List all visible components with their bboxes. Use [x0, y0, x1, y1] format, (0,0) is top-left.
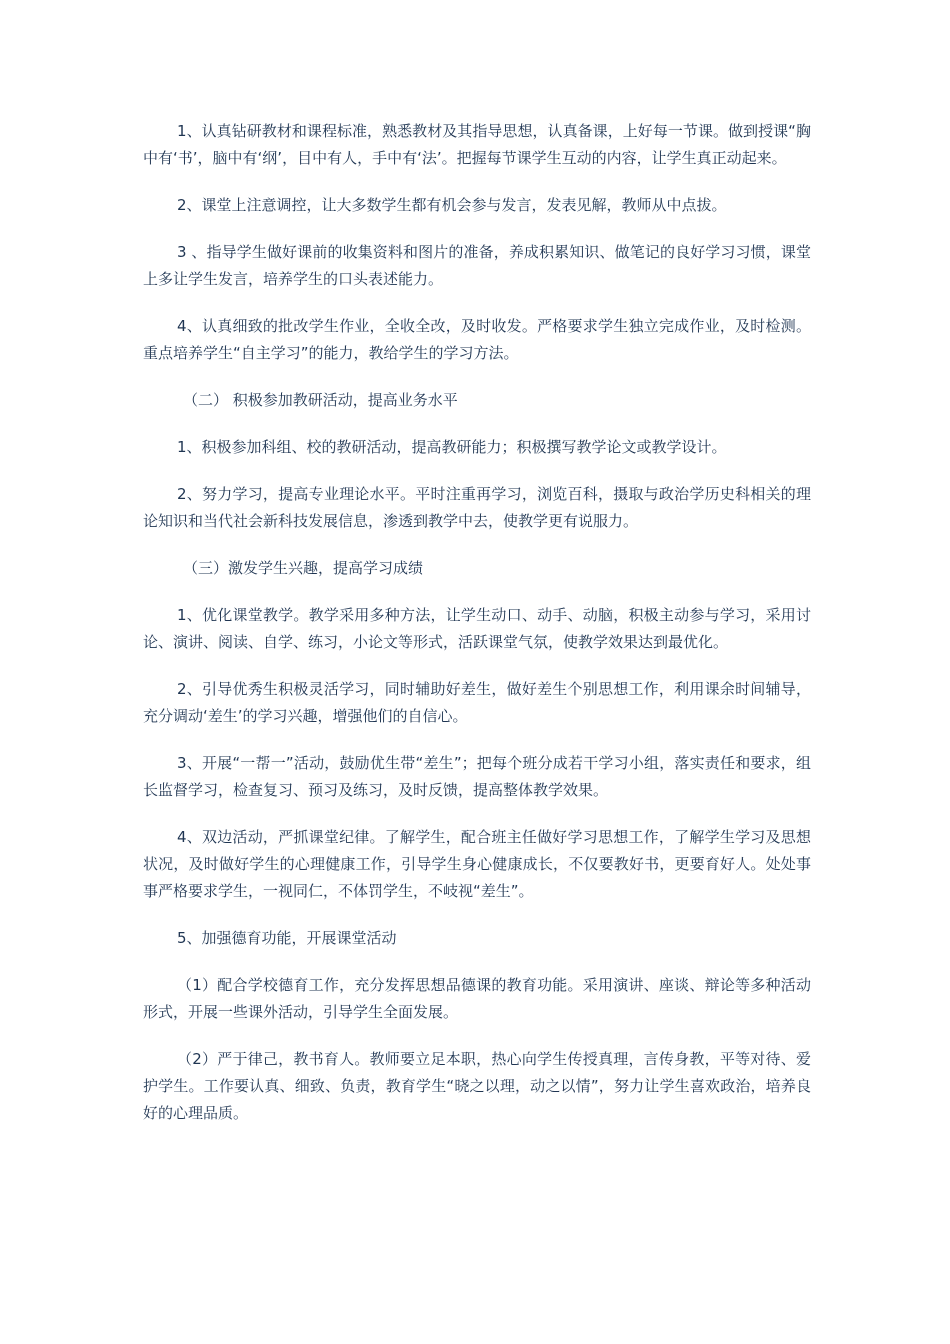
paragraph-5: 1、积极参加科组、校的教研活动，提高教研能力；积极撰写教学论文或教学设计。	[177, 438, 727, 456]
paragraph-12: （1）配合学校德育工作，充分发挥思想品德课的教育功能。采用演讲、座谈、辩论等多种活动形式，开展一些课外活动，引导学生全面发展。	[143, 976, 811, 1021]
paragraph-6: 2、努力学习，提高专业理论水平。平时注重再学习，浏览百科，摄取与政治学历史科相关的理论知识和当代社会新科技发展信息，渗透到教学中去，使教学更有说服力。	[143, 485, 811, 530]
paragraph-13: （2）严于律己，教书育人。教师要立足本职，热心向学生传授真理，言传身教，平等对待、爱护学生。工作要认真、细致、负责，教育学生“晓之以理，动之以情”，努力让学生喜欢政治，培养良好的心理品质。	[143, 1050, 811, 1122]
paragraph-4: 4、认真细致的批改学生作业，全收全改，及时收发。严格要求学生独立完成作业，及时检测。重点培养学生“自主学习”的能力，教给学生的学习方法。	[143, 317, 811, 362]
paragraph-11: 5、加强德育功能，开展课堂活动	[177, 929, 397, 947]
paragraph-2: 2、课堂上注意调控，让大多数学生都有机会参与发言，发表见解，教师从中点拔。	[177, 196, 727, 214]
document-body	[143, 118, 811, 1147]
section-heading-2: （二） 积极参加教研活动，提高业务水平	[183, 391, 458, 409]
paragraph-9: 3、开展“一帮一”活动，鼓励优生带“差生”；把每个班分成若干学习小组，落实责任和要求，组长监督学习，检查复习、预习及练习，及时反馈，提高整体教学效果。	[143, 754, 811, 799]
paragraph-10: 4、双边活动，严抓课堂纪律。了解学生，配合班主任做好学习思想工作，了解学生学习及思想状况，及时做好学生的心理健康工作，引导学生身心健康成长，不仅要教好书，更要育好人。处处事事严格要求学生，一视同仁，不体罚学生，不岐视“差生”。	[143, 828, 811, 900]
paragraph-7: 1、优化课堂教学。教学采用多种方法，让学生动口、动手、动脑，积极主动参与学习，采用讨论、演讲、阅读、自学、练习，小论文等形式，活跃课堂气氛，使教学效果达到最优化。	[143, 606, 811, 651]
paragraph-8: 2、引导优秀生积极灵活学习，同时辅助好差生，做好差生个别思想工作，利用课余时间辅导，充分调动‘差生’的学习兴趣，增强他们的自信心。	[143, 680, 811, 725]
paragraph-1: 1、认真钻研教材和课程标准，熟悉教材及其指导思想，认真备课，上好每一节课。做到授课“胸中有‘书’，脑中有‘纲’，目中有人，手中有‘法’。把握每节课学生互动的内容，让学生真正动起来。	[143, 122, 811, 167]
paragraph-3: 3 、指导学生做好课前的收集资料和图片的准备，养成积累知识、做笔记的良好学习习惯，课堂上多让学生发言，培养学生的口头表述能力。	[143, 243, 811, 288]
section-heading-3: （三）激发学生兴趣，提高学习成绩	[183, 559, 424, 577]
